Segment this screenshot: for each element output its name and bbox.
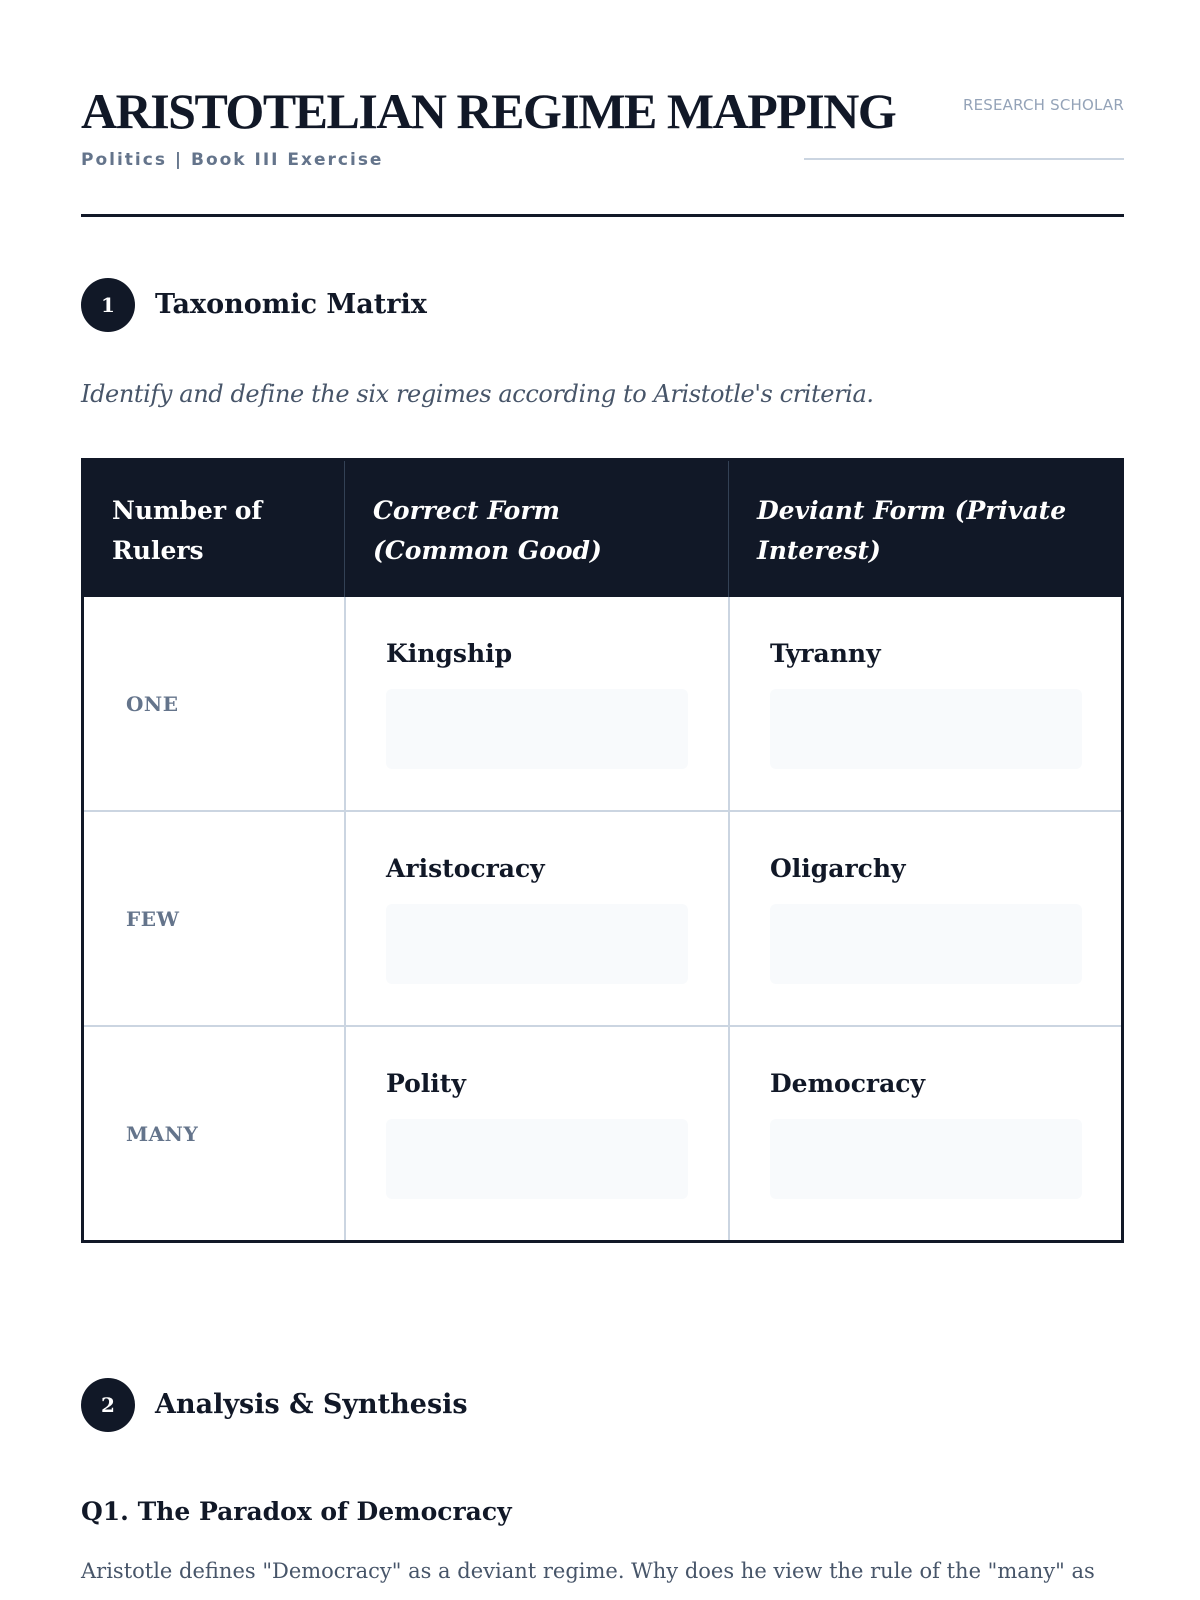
question-1-prompt: Aristotle defines "Democracy" as a deviant regime. Why does he view the rule of the "many" as	[81, 1559, 1095, 1583]
scholar-name-line[interactable]	[804, 158, 1124, 160]
cell-correct-form	[344, 597, 728, 810]
matrix-row-few	[84, 810, 1121, 1025]
cell-correct-form	[344, 812, 728, 1025]
document-header	[81, 80, 1124, 220]
definition-answer-box[interactable]	[770, 904, 1082, 984]
cell-deviant-form	[728, 1027, 1121, 1240]
matrix-header-row	[84, 461, 1121, 597]
section-1-instructions: Identify and define the six regimes according to Aristotle's criteria.	[81, 380, 874, 408]
section-2-number-badge: 2	[81, 1378, 135, 1432]
header-divider	[81, 214, 1124, 217]
section-1-number-badge: 1	[81, 278, 135, 332]
row-label: MANY	[126, 1121, 199, 1146]
definition-answer-box[interactable]	[386, 689, 688, 769]
cell-deviant-form	[728, 812, 1121, 1025]
cell-correct-form	[344, 1027, 728, 1240]
section-2-title: Analysis & Synthesis	[155, 1389, 468, 1420]
regime-matrix	[81, 458, 1124, 1243]
column-header-correct-form: Correct Form (Common Good)	[344, 461, 728, 597]
definition-answer-box[interactable]	[770, 1119, 1082, 1199]
definition-answer-box[interactable]	[386, 1119, 688, 1199]
document-subtitle: Politics | Book III Exercise	[81, 150, 384, 170]
regime-name: Oligarchy	[770, 854, 906, 883]
scholar-name-label: RESEARCH SCHOLAR	[962, 96, 1124, 114]
column-header-rulers: Number of Rulers	[112, 496, 263, 565]
matrix-row-one	[84, 597, 1121, 812]
regime-name: Kingship	[386, 639, 513, 668]
matrix-row-many	[84, 1025, 1121, 1240]
section-2-heading	[81, 1378, 1124, 1432]
definition-answer-box[interactable]	[386, 904, 688, 984]
row-label: ONE	[126, 691, 179, 716]
regime-name: Democracy	[770, 1069, 926, 1098]
regime-name: Tyranny	[770, 639, 881, 668]
question-1-title: Q1. The Paradox of Democracy	[81, 1497, 512, 1526]
regime-name: Aristocracy	[386, 854, 545, 883]
definition-answer-box[interactable]	[770, 689, 1082, 769]
cell-deviant-form	[728, 597, 1121, 810]
regime-name: Polity	[386, 1069, 466, 1098]
row-label: FEW	[126, 906, 180, 931]
section-1-heading	[81, 278, 1124, 332]
worksheet-page	[81, 0, 1124, 1600]
section-1-title: Taxonomic Matrix	[155, 289, 427, 320]
column-header-deviant-form: Deviant Form (Private Interest)	[728, 461, 1121, 597]
document-title: ARISTOTELIAN REGIME MAPPING	[81, 83, 896, 139]
